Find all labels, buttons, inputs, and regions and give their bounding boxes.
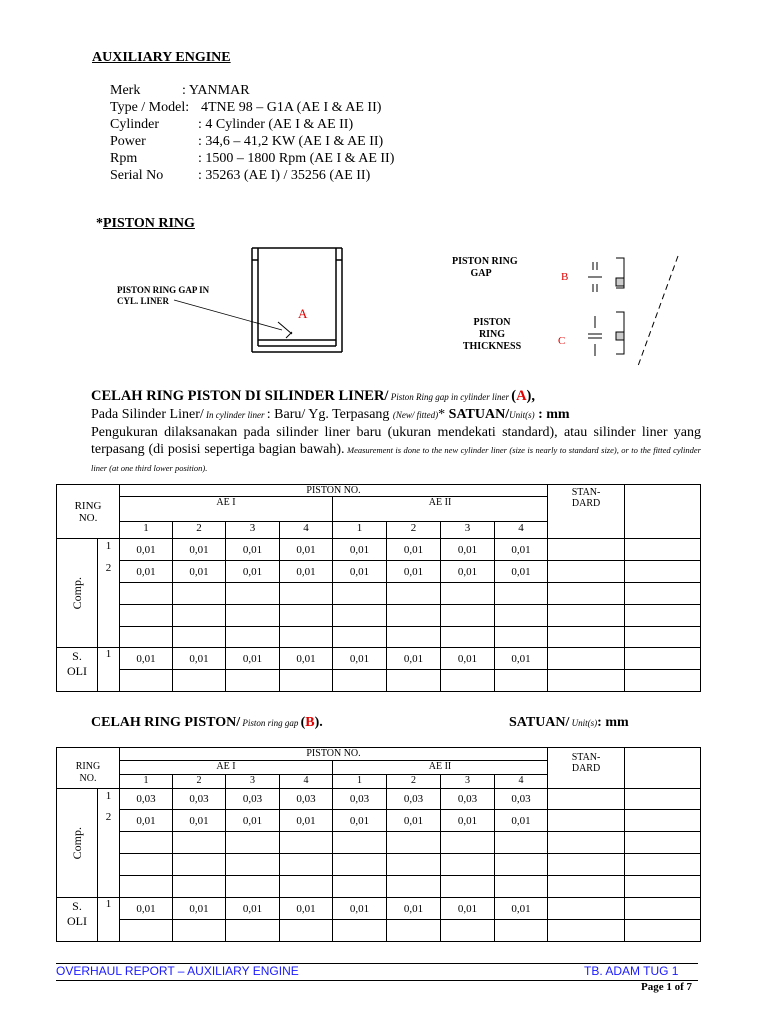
ae1-header: AE I: [120, 497, 333, 522]
paren: (: [511, 388, 517, 404]
unit-value: : mm: [597, 715, 629, 730]
empty-cell: [120, 605, 173, 627]
empty-cell: [548, 561, 625, 583]
empty-cell: [441, 627, 495, 648]
empty-cell: [387, 920, 441, 942]
table-row: [57, 876, 701, 898]
empty-cell: [548, 876, 625, 898]
measurement-cell: 0,01: [441, 810, 495, 832]
empty-cell: [495, 832, 548, 854]
spec-value-rpm: : 1500 – 1800 Rpm (AE I & AE II): [198, 151, 395, 166]
empty-cell: [173, 627, 226, 648]
liner-label-english: In cylinder liner: [203, 410, 267, 420]
page-title: AUXILIARY ENGINE: [92, 50, 231, 65]
section2-title-english: Piston ring gap: [240, 718, 301, 728]
measurement-cell: 0,01: [333, 561, 387, 583]
ae2-header: AE II: [333, 497, 548, 522]
empty-cell: [625, 920, 701, 942]
piston-num: 3: [441, 522, 495, 539]
empty-cell: [495, 920, 548, 942]
empty-cell: [226, 583, 280, 605]
empty-cell: [495, 876, 548, 898]
measurement-cell: 0,01: [173, 898, 226, 920]
table-row: [57, 670, 701, 692]
measurement-cell: 0,01: [280, 898, 333, 920]
empty-cell: [226, 876, 280, 898]
empty-cell: [441, 605, 495, 627]
page-number: [641, 981, 692, 993]
empty-cell: [226, 832, 280, 854]
piston-ring-heading: [96, 216, 195, 232]
empty-cell: [120, 583, 173, 605]
measurement-cell: 0,01: [280, 648, 333, 670]
liner-status-english: (New/ fitted): [392, 410, 439, 420]
table-row: [57, 539, 701, 561]
comp-label: Comp.: [69, 576, 84, 610]
extra-header: [625, 748, 701, 789]
measurement-cell: 0,01: [226, 539, 280, 561]
measurement-cell: 0,03: [441, 789, 495, 810]
measurement-cell: 0,01: [495, 810, 548, 832]
footer-right: TB. ADAM TUG 1: [584, 964, 679, 978]
measurement-cell: 0,01: [280, 810, 333, 832]
empty-cell: [173, 605, 226, 627]
empty-cell: [120, 627, 173, 648]
empty-cell: [495, 605, 548, 627]
empty-cell: [625, 854, 701, 876]
ring-index: 2: [105, 562, 112, 574]
empty-cell: [495, 583, 548, 605]
empty-cell: [173, 854, 226, 876]
empty-cell: [387, 583, 441, 605]
empty-cell: [280, 670, 333, 692]
asterisk: *: [96, 216, 103, 231]
piston-num: 2: [387, 775, 441, 789]
measurement-cell: 0,01: [120, 898, 173, 920]
empty-cell: [548, 898, 625, 920]
empty-cell: [441, 876, 495, 898]
piston-no-header: PISTON NO.: [120, 748, 548, 761]
thickness-label: PISTON RING THICKNESS: [462, 317, 522, 352]
empty-cell: [333, 854, 387, 876]
empty-cell: [120, 832, 173, 854]
empty-cell: [387, 605, 441, 627]
empty-cell: [280, 854, 333, 876]
piston-num: 4: [280, 522, 333, 539]
empty-cell: [280, 627, 333, 648]
spec-label-power: Power: [110, 134, 146, 149]
table-row: [57, 605, 701, 627]
measurement-cell: 0,01: [226, 561, 280, 583]
empty-cell: [387, 627, 441, 648]
spec-label-cylinder: Cylinder: [110, 117, 159, 132]
measurement-cell: 0,01: [280, 561, 333, 583]
empty-cell: [333, 832, 387, 854]
table-row: [57, 854, 701, 876]
empty-cell: [333, 920, 387, 942]
table-row: [57, 920, 701, 942]
empty-cell: [625, 898, 701, 920]
empty-cell: [495, 854, 548, 876]
empty-cell: [333, 605, 387, 627]
empty-cell: [226, 854, 280, 876]
spec-value-power: : 34,6 – 41,2 KW (AE I & AE II): [198, 134, 384, 149]
section1-title-main: CELAH RING PISTON DI SILINDER LINER/: [91, 388, 389, 404]
empty-cell: [548, 854, 625, 876]
measurement-cell: 0,01: [120, 539, 173, 561]
liner-gap-label: PISTON RING GAP IN CYL. LINER: [117, 285, 210, 306]
paragraph-id: Pengukuran dilaksanakan pada silinder liner baru (ukuran mendekati standard), atau silinder liner yang terpasang (di posisi sepertiga bagian bawah).: [91, 425, 701, 457]
empty-cell: [333, 583, 387, 605]
piston-num: 4: [280, 775, 333, 789]
section2-letter: B: [305, 715, 315, 730]
piston-ring-heading-text: PISTON RING: [103, 216, 195, 231]
spec-value-cylinder: : 4 Cylinder (AE I & AE II): [198, 117, 354, 132]
measurement-cell: 0,03: [173, 789, 226, 810]
empty-cell: [387, 832, 441, 854]
comp-label: Comp.: [69, 826, 84, 860]
page-current: 1: [666, 981, 672, 993]
unit-label: SATUAN/: [509, 715, 570, 730]
measurement-cell: 0,03: [280, 789, 333, 810]
empty-cell: [625, 627, 701, 648]
measurement-cell: 0,01: [495, 648, 548, 670]
measurement-cell: 0,01: [280, 539, 333, 561]
ring-gap-diagram: [580, 250, 690, 370]
empty-cell: [333, 670, 387, 692]
empty-cell: [548, 670, 625, 692]
piston-num: 1: [120, 522, 173, 539]
liner-status: : Baru/ Yg. Terpasang: [266, 407, 393, 422]
liner-label: Pada Silinder Liner/: [91, 407, 204, 422]
empty-cell: [548, 605, 625, 627]
empty-cell: [280, 583, 333, 605]
piston-num: 3: [441, 775, 495, 789]
empty-cell: [625, 876, 701, 898]
empty-cell: [495, 670, 548, 692]
empty-cell: [226, 670, 280, 692]
measurement-cell: 0,01: [226, 810, 280, 832]
measurement-cell: 0,01: [226, 898, 280, 920]
spec-label-serial: Serial No: [110, 168, 164, 183]
section2-title: [91, 715, 323, 731]
ring-gap-liner-table: [56, 484, 701, 692]
spec-value-serial: : 35263 (AE I) / 35256 (AE II): [198, 168, 371, 183]
standard-header: STAN- DARD: [548, 748, 625, 789]
piston-num: 2: [387, 522, 441, 539]
empty-cell: [333, 876, 387, 898]
footer-left: OVERHAUL REPORT – AUXILIARY ENGINE: [56, 964, 299, 978]
empty-cell: [625, 561, 701, 583]
ring-index: 2: [105, 811, 112, 823]
comp-group-label: [57, 789, 98, 898]
empty-cell: [173, 876, 226, 898]
empty-cell: [280, 605, 333, 627]
page-total: 7: [686, 981, 693, 993]
label-a: A: [298, 306, 308, 321]
table-row: [57, 789, 701, 810]
ring-index: 1: [105, 790, 112, 802]
measurement-cell: 0,01: [387, 539, 441, 561]
piston-num: 4: [495, 522, 548, 539]
empty-cell: [548, 920, 625, 942]
spec-value-merk: : YANMAR: [182, 83, 250, 98]
empty-cell: [441, 832, 495, 854]
piston-no-header: PISTON NO.: [120, 485, 548, 497]
ae2-header: AE II: [333, 761, 548, 775]
measurement-cell: 0,01: [120, 561, 173, 583]
measurement-cell: 0,01: [495, 898, 548, 920]
row-index-column: [98, 648, 120, 692]
ring-index: 1: [105, 540, 112, 552]
empty-cell: [625, 648, 701, 670]
empty-cell: [387, 876, 441, 898]
empty-cell: [495, 627, 548, 648]
section1-title-english: Piston Ring gap in cylinder liner: [388, 392, 512, 402]
empty-cell: [387, 854, 441, 876]
ae1-header: AE I: [120, 761, 333, 775]
empty-cell: [120, 670, 173, 692]
footer-rule-bottom: [56, 980, 698, 981]
label-b: B: [561, 271, 569, 283]
unit-label-english: Unit(s): [569, 718, 598, 728]
row-index-column: [98, 898, 120, 942]
paren: ),: [526, 388, 536, 404]
unit-label: SATUAN/: [448, 407, 510, 422]
piston-num: 2: [173, 775, 226, 789]
ring-index: 1: [105, 648, 112, 660]
piston-num: 2: [173, 522, 226, 539]
measurement-cell: 0,01: [226, 648, 280, 670]
measurement-cell: 0,01: [173, 648, 226, 670]
measurement-cell: 0,01: [173, 539, 226, 561]
measurement-cell: 0,01: [441, 898, 495, 920]
empty-cell: [173, 832, 226, 854]
gap-label: PISTON RING GAP: [452, 256, 518, 279]
oli-group-label: S. OLI: [57, 898, 98, 942]
measurement-cell: 0,01: [387, 561, 441, 583]
unit-value: : mm: [534, 407, 570, 422]
empty-cell: [441, 583, 495, 605]
empty-cell: [120, 876, 173, 898]
empty-cell: [387, 670, 441, 692]
empty-cell: [226, 627, 280, 648]
empty-cell: [625, 810, 701, 832]
ring-no-header: RING NO.: [57, 485, 120, 539]
ring-no-header-top: [57, 748, 120, 761]
empty-cell: [441, 920, 495, 942]
section2-title-main: CELAH RING PISTON/: [91, 715, 241, 730]
empty-cell: [226, 605, 280, 627]
row-index-column: [98, 539, 120, 648]
measurement-cell: 0,01: [441, 539, 495, 561]
table-row: [57, 810, 701, 832]
empty-cell: [625, 670, 701, 692]
measurement-cell: 0,01: [387, 810, 441, 832]
measurement-cell: 0,03: [120, 789, 173, 810]
piston-num: 3: [226, 775, 280, 789]
piston-num: 1: [333, 522, 387, 539]
empty-cell: [548, 832, 625, 854]
measurement-cell: 0,01: [495, 561, 548, 583]
piston-num: 1: [120, 775, 173, 789]
measurement-cell: 0,01: [120, 648, 173, 670]
empty-cell: [548, 583, 625, 605]
piston-num: 4: [495, 775, 548, 789]
row-index-column: [98, 789, 120, 898]
extra-header: [625, 485, 701, 539]
measurement-cell: 0,03: [495, 789, 548, 810]
empty-cell: [625, 539, 701, 561]
table-row: [57, 561, 701, 583]
paren: (: [300, 715, 306, 730]
empty-cell: [173, 583, 226, 605]
paren: ).: [314, 715, 323, 730]
measurement-cell: 0,01: [333, 539, 387, 561]
section1-letter: A: [516, 388, 527, 404]
ring-no-header: RING NO.: [57, 761, 120, 789]
section1-title: [91, 388, 535, 405]
empty-cell: [226, 920, 280, 942]
empty-cell: [173, 920, 226, 942]
spec-label-rpm: Rpm: [110, 151, 138, 166]
table-row: [57, 627, 701, 648]
measurement-cell: 0,01: [441, 561, 495, 583]
empty-cell: [441, 670, 495, 692]
liner-gap-leader-line: [170, 298, 290, 334]
table-row: [57, 898, 701, 920]
spec-label-merk: Merk: [110, 83, 141, 98]
empty-cell: [625, 583, 701, 605]
measurement-cell: 0,01: [387, 648, 441, 670]
measurement-cell: 0,01: [120, 810, 173, 832]
unit-label-english: Unit(s): [509, 410, 535, 420]
section1-line2: [91, 406, 570, 424]
ring-index: 1: [105, 898, 112, 910]
section1-paragraph: [91, 424, 701, 477]
empty-cell: [280, 832, 333, 854]
empty-cell: [548, 789, 625, 810]
measurement-cell: 0,01: [173, 810, 226, 832]
label-c: C: [558, 335, 566, 347]
empty-cell: [548, 627, 625, 648]
empty-cell: [625, 832, 701, 854]
empty-cell: [625, 789, 701, 810]
table-row: [57, 648, 701, 670]
measurement-cell: 0,01: [495, 539, 548, 561]
empty-cell: [120, 854, 173, 876]
table-row: [57, 583, 701, 605]
empty-cell: [441, 854, 495, 876]
measurement-cell: 0,01: [333, 898, 387, 920]
asterisk: *: [438, 407, 449, 422]
empty-cell: [280, 876, 333, 898]
paragraph-english: Measurement is done to the new cylinder liner (size is nearly to standard size), or to the fitted cylinder liner (at one third lower position).: [91, 445, 701, 473]
measurement-cell: 0,01: [333, 648, 387, 670]
table-row: [57, 832, 701, 854]
empty-cell: [120, 920, 173, 942]
measurement-cell: 0,01: [333, 810, 387, 832]
piston-num: 3: [226, 522, 280, 539]
spec-label-type: Type / Model:: [110, 100, 190, 115]
measurement-cell: 0,01: [441, 648, 495, 670]
page-label: Page: [641, 981, 667, 993]
empty-cell: [548, 648, 625, 670]
standard-header: STAN- DARD: [548, 485, 625, 539]
ring-gap-table: [56, 747, 701, 942]
comp-group-label: [57, 539, 98, 648]
empty-cell: [333, 627, 387, 648]
measurement-cell: 0,03: [333, 789, 387, 810]
measurement-cell: 0,01: [387, 898, 441, 920]
measurement-cell: 0,01: [173, 561, 226, 583]
empty-cell: [548, 539, 625, 561]
spec-value-type: 4TNE 98 – G1A (AE I & AE II): [201, 100, 382, 115]
empty-cell: [280, 920, 333, 942]
piston-num: 1: [333, 775, 387, 789]
empty-cell: [625, 605, 701, 627]
empty-cell: [548, 810, 625, 832]
oli-group-label: S. OLI: [57, 648, 98, 692]
measurement-cell: 0,03: [226, 789, 280, 810]
section2-unit: [509, 715, 629, 731]
page-of: of: [671, 981, 687, 993]
measurement-cell: 0,03: [387, 789, 441, 810]
empty-cell: [173, 670, 226, 692]
